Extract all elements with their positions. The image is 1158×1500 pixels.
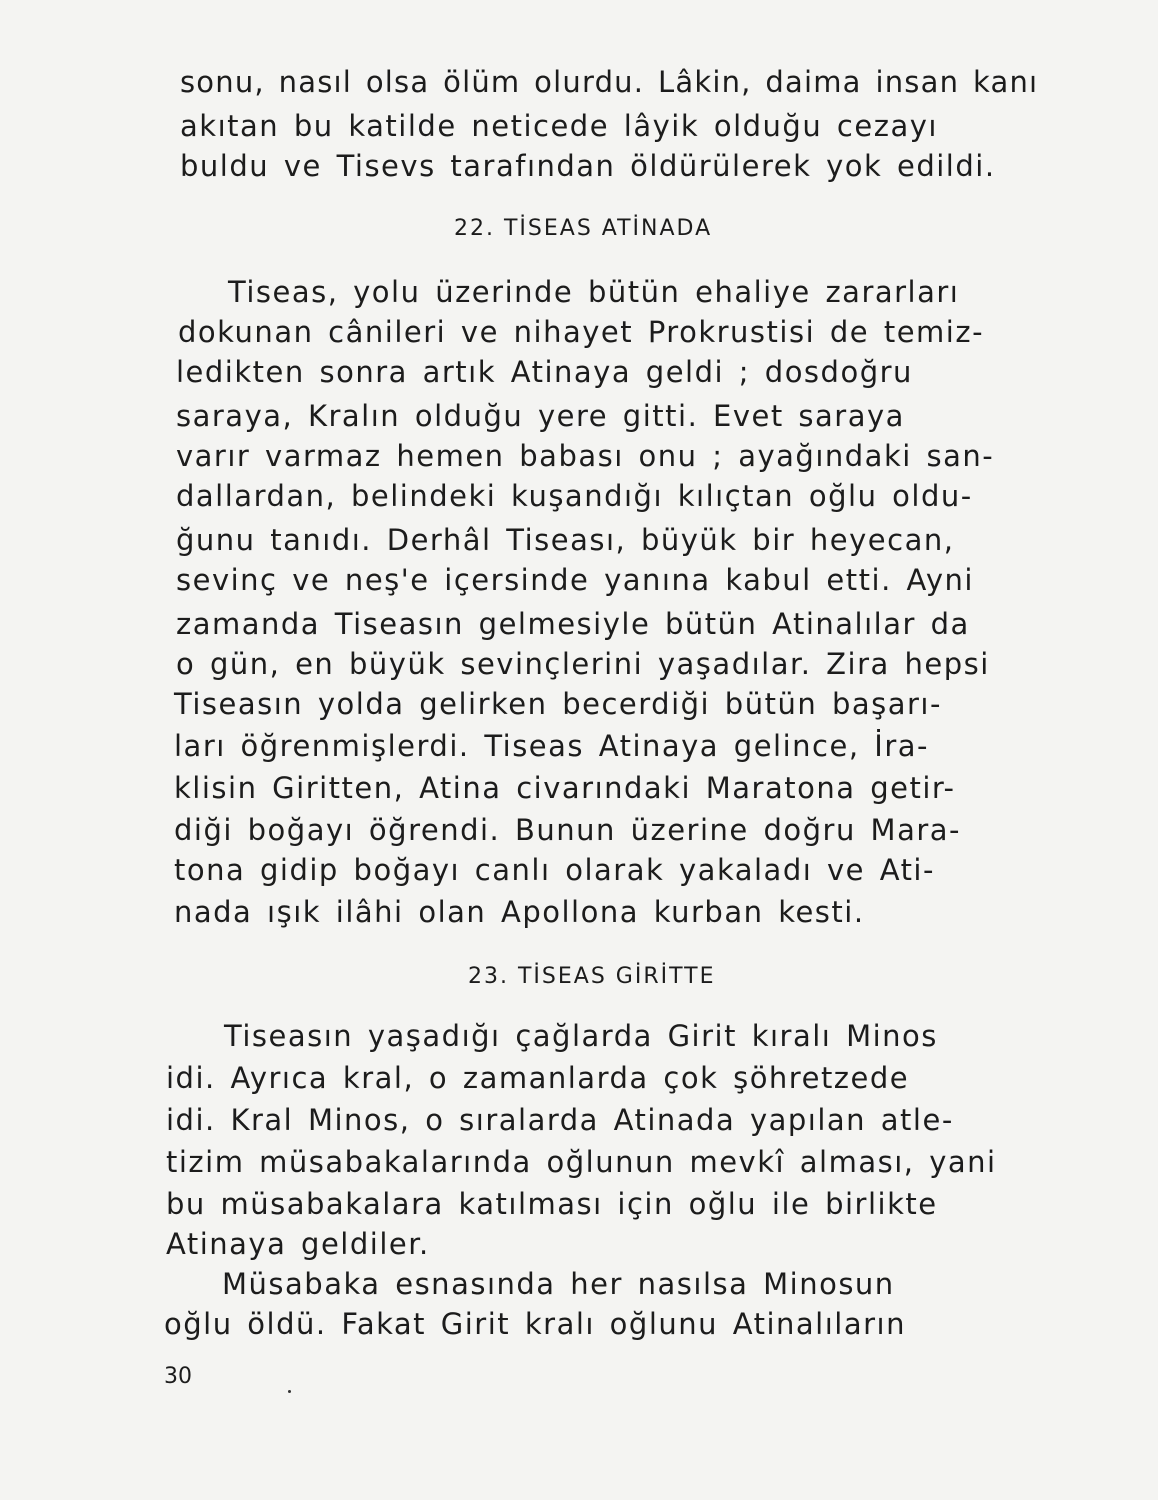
text-line: sonu, nasıl olsa ölüm olurdu. Lâkin, daima insan kanı [180, 65, 1039, 99]
text-line: oğlu öldü. Fakat Girit kralı oğlunu Atinalıların [164, 1307, 906, 1341]
text-line: sevinç ve neş'e içersinde yanına kabul etti. Ayni [176, 563, 974, 597]
text-line: dokunan cânileri ve nihayet Prokrustisi de temiz- [178, 315, 985, 349]
text-line: idi. Ayrıca kral, o zamanlarda çok şöhretzede [166, 1061, 910, 1095]
text-line: diği boğayı öğrendi. Bunun üzerine doğru Mara- [174, 813, 962, 847]
text-line: ğunu tanıdı. Derhâl Tiseası, büyük bir heyecan, [176, 523, 955, 557]
text-line: idi. Kral Minos, o sıralarda Atinada yapılan atle- [166, 1103, 954, 1137]
text-line: saraya, Kralın olduğu yere gitti. Evet saraya [176, 399, 905, 433]
text-line: tona gidip boğayı canlı olarak yakaladı ve Ati- [174, 853, 935, 887]
text-line: zamanda Tiseasın gelmesiyle bütün Atinalılar da [176, 607, 970, 641]
text-line: buldu ve Tisevs tarafından öldürülerek yok edildi. [180, 149, 996, 183]
text-line: dallardan, belindeki kuşandığı kılıçtan oğlu oldu- [176, 479, 973, 513]
text-line: Tiseasın yaşadığı çağlarda Girit kıralı Minos [224, 1019, 938, 1053]
text-line: klisin Giritten, Atina civarındaki Maratona getir- [174, 771, 956, 805]
text-line: ledikten sonra artık Atinaya geldi ; dosdoğru [176, 355, 913, 389]
text-line: Atinaya geldiler. [166, 1227, 430, 1261]
text-line: akıtan bu katilde neticede lâyik olduğu cezayı [180, 109, 938, 143]
text-line: o gün, en büyük sevinçlerini yaşadılar. Zira hepsi [176, 647, 990, 681]
text-line: nada ışık ilâhi olan Apollona kurban kesti. [174, 895, 865, 929]
text-line: Tiseasın yolda gelirken becerdiği bütün başarı- [174, 687, 942, 721]
section-heading: 22. TİSEAS ATİNADA [454, 216, 713, 241]
text-line: tizim müsabakalarında oğlunun mevkî alması, yani [166, 1145, 997, 1179]
ink-dot [288, 1390, 291, 1393]
page-number: 30 [164, 1364, 192, 1389]
text-line: bu müsabakalara katılması için oğlu ile birlikte [166, 1187, 938, 1221]
text-line: Müsabaka esnasında her nasılsa Minosun [222, 1267, 895, 1301]
text-line: varır varmaz hemen babası onu ; ayağındaki san- [176, 439, 995, 473]
section-heading: 23. TİSEAS GİRİTTE [468, 964, 716, 989]
text-line: ları öğrenmişlerdi. Tiseas Atinaya gelince, İra- [174, 729, 929, 763]
text-line: Tiseas, yolu üzerinde bütün ehaliye zararları [228, 275, 960, 309]
